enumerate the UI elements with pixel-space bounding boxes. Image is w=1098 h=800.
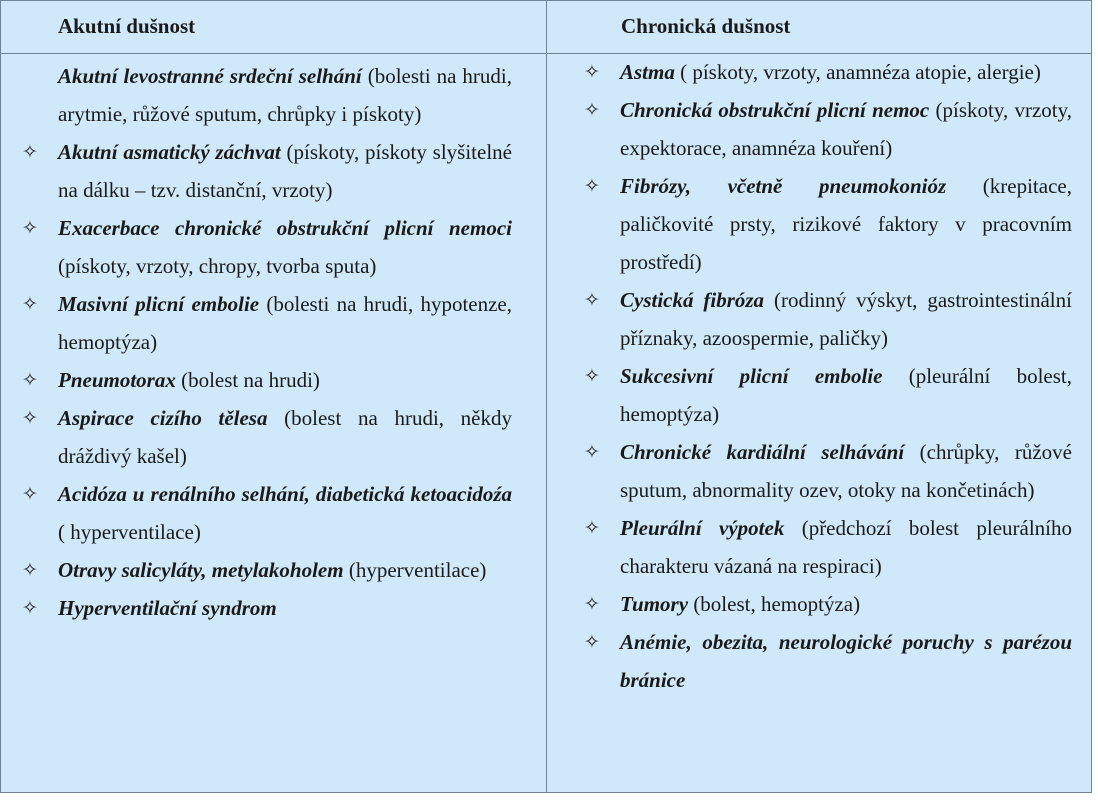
four-pointed-star-icon: ✧ [22,559,38,581]
condition-name: Akutní levostranné srdeční selhání [58,64,362,88]
list-item [584,433,1072,509]
four-pointed-star-icon: ✧ [584,99,600,121]
four-pointed-star-icon: ✧ [22,597,38,619]
four-pointed-star-icon: ✧ [22,407,38,429]
condition-name: Tumory [620,592,689,616]
four-pointed-star-icon: ✧ [22,217,38,239]
four-pointed-star-icon: ✧ [584,175,600,197]
four-pointed-star-icon: ✧ [584,365,600,387]
four-pointed-star-icon: ✧ [584,61,600,83]
list-item [584,53,1072,91]
condition-name: Acidóza u renálního selhání, diabetická ketoacidoźa [58,482,512,506]
condition-name: Chronické kardiální selhávání [620,440,905,464]
four-pointed-star-icon: ✧ [584,289,600,311]
list-item [22,209,512,285]
condition-detail: ( hyperventilace) [58,520,201,544]
condition-name: Pleurální výpotek [620,516,785,540]
condition-detail: (bolesti na hrudi, hypotenze, hemoptýza) [58,292,513,354]
condition-name: Akutní asmatický záchvat [58,140,281,164]
list-item [22,133,512,209]
four-pointed-star-icon: ✧ [584,631,600,653]
condition-detail: (bolest, hemoptýza) [688,592,861,616]
list-item [584,357,1072,433]
condition-detail: (hyperventilace) [343,558,487,582]
list-item [22,361,512,399]
condition-detail: (bolest na hrudi, někdy dráždivý kašel) [58,406,513,468]
four-pointed-star-icon: ✧ [584,441,600,463]
four-pointed-star-icon: ✧ [22,141,38,163]
condition-detail: (pískoty, pískoty slyšitelné na dálku – tzv. distanční, vrzoty) [58,140,512,202]
condition-name: Astma [620,60,675,84]
condition-detail: (předchozí bolest pleurálního charakteru vázaná na respiraci) [620,516,1072,578]
four-pointed-star-icon: ✧ [584,517,600,539]
condition-name: Chronická obstrukční plicní nemoc [620,98,930,122]
list-item [584,281,1072,357]
condition-name: Otravy salicyláty, metylakoholem [58,558,344,582]
list-item [584,167,1072,281]
chronic-column [584,55,1072,699]
four-pointed-star-icon: ✧ [22,293,38,315]
condition-detail: (pleurální bolest, hemoptýza) [620,364,1072,426]
list-item [584,91,1072,167]
list-item [22,399,513,475]
condition-detail: ( pískoty, vrzoty, anamnéza atopie, alergie) [674,60,1041,84]
condition-name: Exacerbace chronické obstrukční plicní nemoci [58,216,512,240]
list-item [584,585,1072,623]
list-item [22,475,512,551]
condition-name: Pneumotorax [58,368,176,392]
condition-detail: (krepitace, paličkovité prsty, rizikové faktory v pracovním prostředí) [620,174,1072,274]
condition-name: Anémie, obezita, neurologické poruchy s parézou bránice [620,630,1072,692]
condition-name: Hyperventilační syndrom [58,596,277,620]
four-pointed-star-icon: ✧ [584,593,600,615]
condition-detail: (bolesti na hrudi, arytmie, růžové sputum, chrůpky i pískoty) [58,64,512,126]
condition-detail: (chrůpky, růžové sputum, abnormality ozev, otoky na končetinách) [620,440,1072,502]
column-title-acute: Akutní dušnost [58,14,196,38]
list-item [584,509,1072,585]
list-item [22,589,512,627]
condition-name: Sukcesivní plicní embolie [620,364,883,388]
condition-detail: (rodinný výskyt, gastrointestinální příznaky, azoospermie, paličky) [620,288,1072,350]
acute-column [22,55,513,627]
column-title-chronic: Chronická dušnost [621,14,791,38]
list-item [58,57,512,133]
list-item [584,623,1072,699]
condition-detail: (bolest na hrudi) [175,368,320,392]
four-pointed-star-icon: ✧ [22,369,38,391]
condition-detail: (pískoty, vrzoty, chropy, tvorba sputa) [58,254,377,278]
column-divider [546,1,547,792]
condition-name: Fibrózy, včetně pneumokonióz [620,174,947,198]
condition-name: Masivní plicní embolie [58,292,260,316]
condition-name: Aspirace cizího tělesa [58,406,268,430]
list-item [22,551,512,589]
condition-name: Cystická fibróza [620,288,765,312]
list-item [22,285,513,361]
condition-detail: (pískoty, vrzoty, expektorace, anamnéza kouření) [620,98,1072,160]
four-pointed-star-icon: ✧ [22,483,38,505]
